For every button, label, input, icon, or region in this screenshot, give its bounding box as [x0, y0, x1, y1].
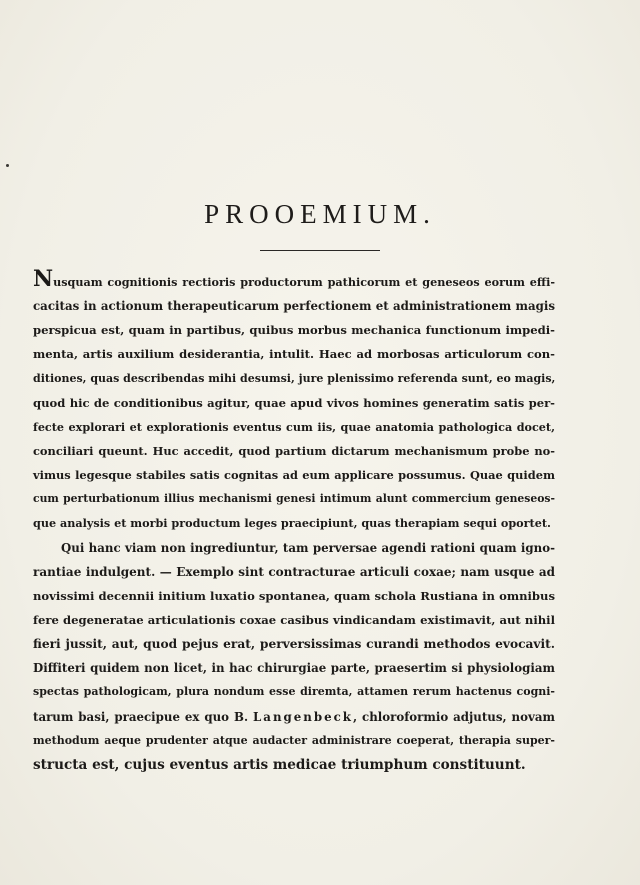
body-text	[33, 266, 556, 777]
text-after-name: , chloroformio adjutus, novam	[352, 709, 555, 724]
text-line: que analysis et morbi productum leges praecipiunt, quas therapiam sequi oportet.	[33, 516, 551, 531]
text-line: Qui hanc viam non ingrediuntur, tam perversae agendi rationi quam igno-	[61, 540, 555, 555]
text-line: novissimi decennii initium luxatio spontanea, quam schola Rustiana in omnibus	[33, 588, 555, 603]
text-line: vimus legesque stabiles satis cognitas ad eum applicare possumus. Quae quidem	[33, 468, 555, 483]
margin-speck	[6, 164, 9, 167]
text-line	[33, 705, 555, 729]
text-line: methodum aeque prudenter atque audacter administrare coeperat, therapia super-	[33, 733, 555, 747]
text-line: conciliari queunt. Huc accedit, quod partium dictarum mechanismum probe no-	[33, 443, 555, 458]
text-line: fecte explorari et explorationis eventus cum iis, quae anatomia pathologica docet,	[33, 419, 555, 434]
text-line: cacitas in actionum therapeuticarum perfectionem et administrationem magis	[33, 299, 555, 314]
initial-letter: N	[33, 266, 54, 292]
text-line: cum perturbationum illius mechanismi genesi intimum alunt commercium geneseos-	[33, 492, 555, 506]
text-line: perspicua est, quam in partibus, quibus morbus mechanica functionum impedi-	[33, 323, 555, 338]
text-line: fieri jussit, aut, quod pejus erat, perversissimas curandi methodos evocavit.	[33, 637, 555, 652]
text-line: Diffiteri quidem non licet, in hac chirurgiae parte, praesertim si physiologiam	[33, 661, 555, 676]
page-title: PROOEMIUM.	[204, 199, 436, 229]
text-line: quod hic de conditionibus agitur, quae apud vivos homines generatim satis per-	[33, 395, 555, 410]
text-line: menta, artis auxilium desiderantia, intulit. Haec ad morbosas articulorum con-	[33, 347, 555, 362]
text-line: fere degeneratae articulationis coxae casibus vindicandam existimavit, aut nihil	[33, 612, 555, 627]
text-line: spectas pathologicam, plura nondum esse diremta, attamen rerum hactenus cogni-	[33, 685, 555, 699]
text-line: ditiones, quas describendas mihi desumsi, jure plenissimo referenda sunt, eo magis,	[33, 371, 556, 385]
text-line: rantiae indulgent. — Exemplo sint contracturae articuli coxae; nam usque ad	[33, 564, 555, 579]
author-name: Langenbeck	[253, 709, 353, 724]
text-line: structa est, cujus eventus artis medicae triumphum constituunt.	[33, 756, 526, 773]
title-rule	[260, 250, 380, 251]
text-line-rest: usquam cognitionis rectioris productorum pathicorum et geneseos eorum effi-	[53, 275, 555, 289]
text-line	[33, 266, 555, 294]
text-before-name: tarum basi, praecipue ex quo B.	[33, 709, 249, 724]
